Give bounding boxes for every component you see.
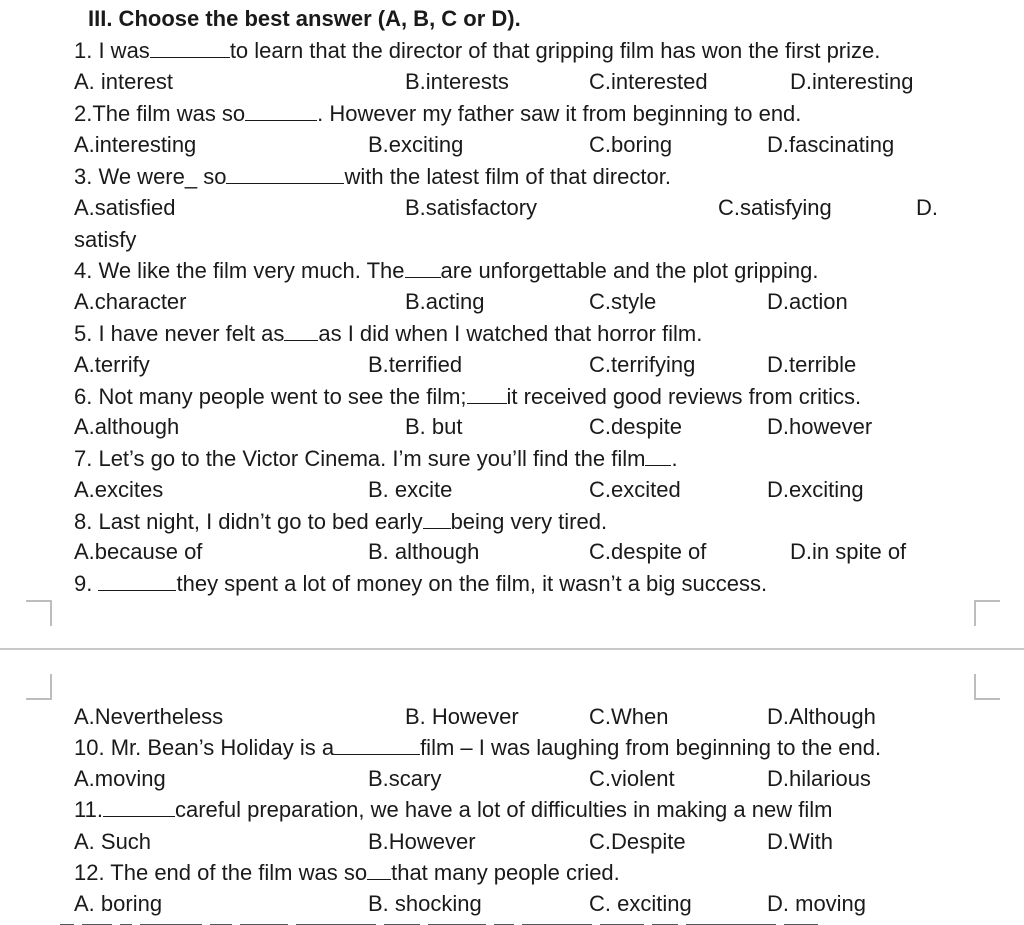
q4-option-c[interactable]: C.style bbox=[589, 289, 657, 314]
q1-option-c[interactable]: C.interested bbox=[589, 69, 708, 94]
page-corner-mark bbox=[974, 674, 1000, 700]
answer-blank bbox=[150, 39, 230, 58]
q2-option-c[interactable]: C.boring bbox=[589, 132, 673, 157]
answer-blank bbox=[103, 798, 175, 817]
section-title: III. Choose the best answer (A, B, C or D). bbox=[88, 6, 521, 31]
q10-option-b[interactable]: B.scary bbox=[368, 766, 442, 791]
q10-option-a[interactable]: A.moving bbox=[74, 766, 166, 791]
q6-option-c[interactable]: C.despite bbox=[589, 414, 682, 439]
q11-option-b[interactable]: B.However bbox=[368, 829, 476, 854]
answer-blank bbox=[226, 165, 344, 184]
question-9: 9. they spent a lot of money on the film, it wasn’t a big success. bbox=[74, 571, 768, 596]
q9-option-c[interactable]: C.When bbox=[589, 704, 669, 729]
q4-option-b[interactable]: B.acting bbox=[405, 289, 485, 314]
q2-option-b[interactable]: B.exciting bbox=[368, 132, 464, 157]
q8-option-c[interactable]: C.despite of bbox=[589, 539, 707, 564]
question-6: 6. Not many people went to see the film; it received good reviews from critics. bbox=[74, 384, 862, 409]
q3-option-c[interactable]: C.satisfying bbox=[718, 195, 832, 220]
q2-option-d[interactable]: D.fascinating bbox=[767, 132, 895, 157]
q3-option-b[interactable]: B.satisfactory bbox=[405, 195, 538, 220]
page-corner-mark bbox=[26, 600, 52, 626]
question-2: 2.The film was so . However my father saw it from beginning to end. bbox=[74, 101, 802, 126]
q11-option-a[interactable]: A. Such bbox=[74, 829, 152, 854]
answer-blank bbox=[245, 102, 317, 121]
question-10: 10. Mr. Bean’s Holiday is a film – I was laughing from beginning to the end. bbox=[74, 735, 882, 760]
q9-option-b[interactable]: B. However bbox=[405, 704, 519, 729]
question-3: 3. We were_ so with the latest film of that director. bbox=[74, 164, 671, 189]
q8-option-d[interactable]: D.in spite of bbox=[790, 539, 907, 564]
q3-option-a[interactable]: A.satisfied bbox=[74, 195, 176, 220]
q8-option-b[interactable]: B. although bbox=[368, 539, 480, 564]
answer-blank bbox=[284, 322, 318, 341]
question-8: 8. Last night, I didn’t go to bed early being very tired. bbox=[74, 509, 608, 534]
page-corner-mark bbox=[974, 600, 1000, 626]
answer-blank bbox=[467, 385, 507, 404]
q6-option-a[interactable]: A.although bbox=[74, 414, 180, 439]
answer-blank bbox=[405, 259, 441, 278]
q10-option-d[interactable]: D.hilarious bbox=[767, 766, 871, 791]
q9-option-a[interactable]: A.Nevertheless bbox=[74, 704, 224, 729]
q3-option-d[interactable]: D. bbox=[916, 195, 938, 220]
question-5: 5. I have never felt as as I did when I watched that horror film. bbox=[74, 321, 703, 346]
q7-option-a[interactable]: A.excites bbox=[74, 477, 164, 502]
q5-option-d[interactable]: D.terrible bbox=[767, 352, 857, 377]
q8-option-a[interactable]: A.because of bbox=[74, 539, 203, 564]
q5-option-c[interactable]: C.terrifying bbox=[589, 352, 696, 377]
q5-option-a[interactable]: A.terrify bbox=[74, 352, 150, 377]
q5-option-b[interactable]: B.terrified bbox=[368, 352, 463, 377]
q11-option-c[interactable]: C.Despite bbox=[589, 829, 686, 854]
question-7: 7. Let’s go to the Victor Cinema. I’m sure you’ll find the film . bbox=[74, 446, 678, 471]
q4-option-d[interactable]: D.action bbox=[767, 289, 848, 314]
cut-off-text-line bbox=[60, 918, 900, 925]
q11-option-d[interactable]: D.With bbox=[767, 829, 833, 854]
q7-option-d[interactable]: D.exciting bbox=[767, 477, 864, 502]
answer-blank bbox=[334, 736, 420, 755]
question-1: 1. I was to learn that the director of that gripping film has won the first prize. bbox=[74, 38, 881, 63]
question-12: 12. The end of the film was so that many people cried. bbox=[74, 860, 620, 885]
q6-option-d[interactable]: D.however bbox=[767, 414, 873, 439]
q12-option-d[interactable]: D. moving bbox=[767, 891, 867, 916]
q3-option-d-continued: satisfy bbox=[74, 227, 137, 252]
q1-option-a[interactable]: A. interest bbox=[74, 69, 174, 94]
page-break-divider bbox=[0, 648, 1024, 650]
q12-option-c[interactable]: C. exciting bbox=[589, 891, 692, 916]
q7-option-b[interactable]: B. excite bbox=[368, 477, 453, 502]
question-11: 11. careful preparation, we have a lot of difficulties in making a new film bbox=[74, 797, 833, 822]
answer-blank bbox=[423, 510, 451, 529]
q2-option-a[interactable]: A.interesting bbox=[74, 132, 197, 157]
page-corner-mark bbox=[26, 674, 52, 700]
q12-option-b[interactable]: B. shocking bbox=[368, 891, 482, 916]
q12-option-a[interactable]: A. boring bbox=[74, 891, 163, 916]
q9-option-d[interactable]: D.Although bbox=[767, 704, 876, 729]
q7-option-c[interactable]: C.excited bbox=[589, 477, 681, 502]
question-4: 4. We like the film very much. The are unforgettable and the plot gripping. bbox=[74, 258, 819, 283]
answer-blank bbox=[98, 572, 176, 591]
q4-option-a[interactable]: A.character bbox=[74, 289, 187, 314]
q1-option-d[interactable]: D.interesting bbox=[790, 69, 914, 94]
q10-option-c[interactable]: C.violent bbox=[589, 766, 675, 791]
answer-blank bbox=[367, 861, 391, 880]
answer-blank bbox=[645, 447, 671, 466]
q1-option-b[interactable]: B.interests bbox=[405, 69, 509, 94]
q6-option-b[interactable]: B. but bbox=[405, 414, 463, 439]
